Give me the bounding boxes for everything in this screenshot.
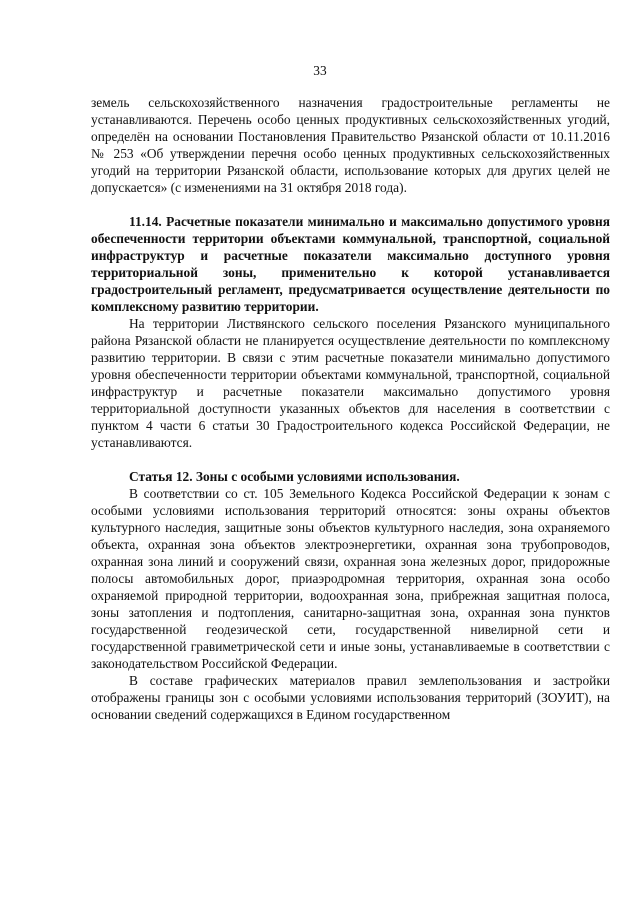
paragraph-zones-list: В соответствии со ст. 105 Земельного Кодекса Российской Федерации к зонам с особыми условиями использования территорий относятся: зоны охраны объектов культурного наследия, защитные зоны объектов культурного наследия, зона охраняемого объекта, охранная зона объектов электроэнергетики, охранная зона трубопроводов, охранная зона линий и сооружений связи, охранная зона железных дорог, придорожные полосы автомобильных дорог, приаэродромная территория, охранная зона особо охраняемой природной территории, водоохранная зона, прибрежная защитная полоса, зоны затопления и подтопления, санитарно-защитная зона, охранная зона пунктов государственной геодезической сети, государственной нивелирной сети и государственной гравиметрической сети и иные зоны, устанавливаемые в соответствии с законодательством Российской Федерации. xyxy=(91,486,610,671)
page-content xyxy=(91,94,610,723)
spacer xyxy=(91,451,610,468)
paragraph-graphic-materials: В составе графических материалов правил землепользования и застройки отображены границы зон с особыми условиями использования территорий (ЗОУИТ), на основании сведений содержащихся в Едином государственном xyxy=(91,673,610,722)
section-heading-11-14: 11.14. Расчетные показатели минимально и максимально допустимого уровня обеспеченности территории объектами коммунальной, транспортной, социальной инфраструктур и расчетные показатели максимально доступного уровня территориальной зоны, применительно к которой устанавливается градостроительный регламент, предусматривается осуществление деятельности по комплексному развитию территории. xyxy=(91,214,610,314)
paragraph-development-plans: На территории Листвянского сельского поселения Рязанского муниципального района Рязанской области не планируется осуществление деятельности по комплексному развитию территории. В связи с этим расчетные показатели минимально допустимого уровня обеспеченности территории объектами коммунальной, транспортной, социальной инфраструктур и расчетные показатели максимально допустимого уровня территориальной доступности указанных объектов для населения в соответствии с пунктом 4 части 6 статьи 30 Градостроительного кодекса Российской Федерации, не устанавливаются. xyxy=(91,316,610,450)
spacer xyxy=(91,196,610,213)
article-heading-12: Статья 12. Зоны с особыми условиями использования. xyxy=(129,469,460,484)
page-number: 33 xyxy=(313,63,327,78)
paragraph-land-regulations: земель сельскохозяйственного назначения градостроительные регламенты не устанавливаются. Перечень особо ценных продуктивных сельскохозяйственных угодий, определён на основании Постановления Правительство Рязанской области от 10.11.2016 № 253 «Об утверждении перечня особо ценных продуктивных сельскохозяйственных угодий на территории Рязанской области, использование которых для других целей не допускается» (с изменениями на 31 октября 2018 года). xyxy=(91,95,610,195)
